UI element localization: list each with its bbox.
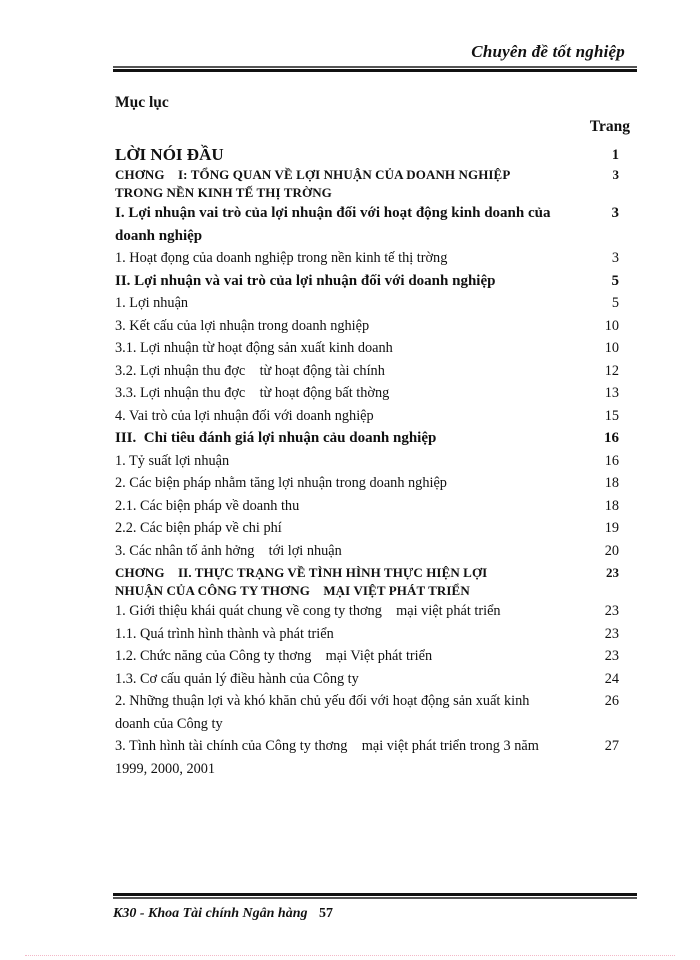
toc-entry[interactable] <box>115 247 635 270</box>
toc-entry-page: 23 <box>604 648 619 664</box>
toc-entry-page: 5 <box>611 272 619 289</box>
toc-entry-text: CHƠNG II. THỰC TRẠNG VỀ TÌNH HÌNH THỰC HIỆN LỢI NHUẬN CỦA CÔNG TY THƠNG MẠI VIỆT PHÁT TRIỂN <box>115 565 491 598</box>
toc-entry[interactable] <box>115 315 635 338</box>
toc-entry-text: 1. Lợi nhuận <box>115 295 189 311</box>
page-boundary <box>25 955 675 956</box>
toc-entry-text: 3.2. Lợi nhuận thu đợc từ hoạt động tài chính <box>115 362 385 379</box>
toc-entry[interactable] <box>115 600 635 623</box>
running-footer <box>113 906 333 922</box>
toc-entry-text: 3.1. Lợi nhuận từ hoạt động sản xuất kinh doanh <box>115 340 393 356</box>
toc-entry-text: 1.2. Chức năng của Công ty thơng mại Việt phát triển <box>115 648 433 664</box>
toc-entry-page: 3 <box>612 167 619 182</box>
toc-entry-text: 1. Giới thiệu khái quát chung về cong ty thơng mại việt phát triển <box>115 603 501 619</box>
toc-entry[interactable] <box>115 540 635 563</box>
toc-entry-page: 13 <box>604 385 619 401</box>
toc-entry-page: 20 <box>604 542 619 559</box>
toc-entry-text: 1. Tỷ suất lợi nhuận <box>115 452 230 469</box>
toc-entry-text: 1. Hoạt đọng của doanh nghiệp trong nền kinh tế thị trờng <box>115 250 448 266</box>
toc-entry[interactable] <box>115 360 635 383</box>
toc-entry-page: 3 <box>611 205 619 221</box>
toc-entry[interactable] <box>115 517 635 540</box>
toc-entry-text: 4. Vai trò của lợi nhuận đối với doanh nghiệp <box>115 407 374 424</box>
toc-entry-text: 2.2. Các biện pháp về chi phí <box>115 520 282 536</box>
toc-entry-text: 3.3. Lợi nhuận thu đợc từ hoạt động bất thờng <box>115 385 390 401</box>
page-number: 57 <box>319 906 333 921</box>
toc-entry[interactable] <box>115 382 635 405</box>
toc-entry-text: 3. Kết cấu của lợi nhuận trong doanh nghiệp <box>115 317 370 334</box>
toc-entry-page: 18 <box>604 475 619 491</box>
toc-entry[interactable] <box>115 166 635 202</box>
toc-entry-text: 1.3. Cơ cấu quản lý điều hành của Công ty <box>115 670 359 687</box>
toc-entry-text: II. Lợi nhuận và vai trò của lợi nhuận đối với doanh nghiệp <box>115 272 496 289</box>
page-column-label: Trang <box>589 118 630 135</box>
toc-entry-page: 1 <box>611 147 619 163</box>
toc-entry[interactable] <box>115 495 635 518</box>
toc-title: Mục lục <box>115 94 169 111</box>
toc-entry-page: 16 <box>604 430 619 446</box>
toc-entry-text: 2. Những thuận lợi và khó khăn chủ yếu đối với hoạt động sản xuất kinh doanh của Công ty <box>115 693 530 732</box>
running-header-title: Chuyên đề tốt nghiệp <box>471 42 625 61</box>
toc-entry-page: 18 <box>604 497 619 514</box>
toc-entry-page: 27 <box>604 738 619 754</box>
toc-entry[interactable] <box>115 690 635 735</box>
toc-entry[interactable] <box>115 472 635 495</box>
toc-entry[interactable] <box>115 450 635 473</box>
toc-entry[interactable] <box>115 405 635 428</box>
toc-entry[interactable] <box>115 337 635 360</box>
toc-entry-text: 1.1. Quá trình hình thành và phát triển <box>115 625 334 642</box>
toc-entry-text: LỜI NÓI ĐẦU <box>115 145 224 164</box>
toc-entry-page: 19 <box>604 520 619 536</box>
toc-entry[interactable] <box>115 292 635 315</box>
toc-entry-text: 2.1. Các biện pháp về doanh thu <box>115 497 300 514</box>
toc-entry-page: 10 <box>604 340 619 356</box>
toc-entry-page: 16 <box>604 452 619 469</box>
toc-entry-page: 3 <box>611 250 619 266</box>
footer-label: K30 - Khoa Tài chính Ngân hàng <box>113 906 308 921</box>
toc-entry[interactable] <box>115 645 635 668</box>
toc-entry-page: 23 <box>604 603 619 619</box>
toc-entry[interactable] <box>115 735 635 780</box>
toc-entry[interactable] <box>115 668 635 691</box>
toc-entry[interactable] <box>115 202 635 247</box>
toc-entry[interactable] <box>115 270 635 293</box>
toc-entry-page: 12 <box>604 362 619 379</box>
toc-entry-text: III. Chỉ tiêu đánh giá lợi nhuận cảu doanh nghiệp <box>115 430 437 446</box>
toc-entry-page: 24 <box>604 670 619 687</box>
toc-entry[interactable] <box>115 427 635 450</box>
toc-entry[interactable] <box>115 623 635 646</box>
footer-divider <box>113 893 637 899</box>
toc-entry-text: CHƠNG I: TỔNG QUAN VỀ LỢI NHUẬN CỦA DOANH NGHIỆP TRONG NỀN KINH TẾ THỊ TRỜNG <box>115 167 517 200</box>
toc-entry[interactable] <box>115 144 635 166</box>
toc-entry-page: 26 <box>604 693 619 709</box>
toc-entry-page: 15 <box>604 407 619 424</box>
toc-entry-text: 2. Các biện pháp nhằm tăng lợi nhuận trong doanh nghiệp <box>115 475 447 491</box>
toc-entry-page: 23 <box>606 565 619 580</box>
toc-entry-page: 10 <box>604 317 619 334</box>
toc-entry[interactable] <box>115 564 635 600</box>
toc-entry-text: I. Lợi nhuận vai trò của lợi nhuận đối với hoạt động kinh doanh của doanh nghiệp <box>115 205 551 244</box>
toc-entry-text: 3. Các nhân tố ảnh hởng tới lợi nhuận <box>115 542 342 559</box>
header-divider <box>113 66 637 72</box>
table-of-contents <box>115 144 635 780</box>
toc-entry-text: 3. Tình hình tài chính của Công ty thơng mại việt phát triển trong 3 năm 1999, 2000, 2001 <box>115 738 543 777</box>
toc-entry-page: 23 <box>604 625 619 642</box>
toc-entry-page: 5 <box>611 295 619 311</box>
